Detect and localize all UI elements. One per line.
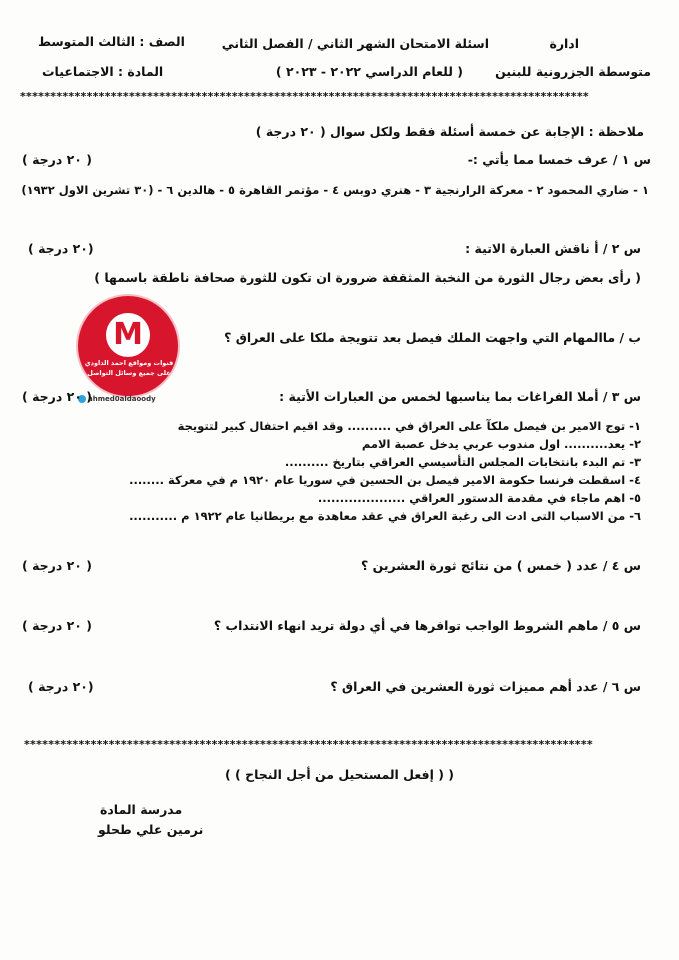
teacher-name: نرمين علي طحلو — [98, 822, 204, 837]
question-1-items: ١ - ضاري المحمود ٢ - معركة الرارنجية ٣ - هنري دوبس ٤ - مؤتمر القاهرة ٥ - هالدين ٦ - (٣٠ تشرين الاول ١٩٣٢) — [21, 183, 649, 197]
question-2-marks: (٢٠ درجة ) — [28, 241, 94, 256]
teacher-role: مدرسة المادة — [100, 802, 183, 817]
question-5-title: س ٥ / ماهم الشروط الواجب توافرها في أي دولة تريد انهاء الانتداب ؟ — [213, 618, 641, 633]
logo-m-icon: M — [106, 313, 150, 357]
grade-label: الصف : الثالث المتوسط — [38, 34, 185, 49]
closing-motto: ( ( إفعل المستحيل من أجل النجاح ) ) — [224, 767, 454, 782]
question-4-title: س ٤ / عدد ( خمس ) من نتائج ثورة العشرين ؟ — [360, 558, 641, 573]
question-6-title: س ٦ / عدد أهم مميزات ثورة العشرين في العراق ؟ — [330, 679, 641, 694]
question-2-title: س ٢ / أ ناقش العبارة الاتية : — [465, 241, 641, 256]
logo-handle: ahmed0aldaoody — [78, 395, 156, 403]
question-1-marks: ( ٢٠ درجة ) — [22, 152, 92, 167]
question-3-title: س ٣ / أملا الفراغات بما يناسبها لخمس من العبارات الأتية : — [279, 389, 641, 404]
top-separator: ********************************************************************************************** — [20, 90, 589, 103]
question-3-item: ١- توج الامير بن فيصل ملكآ على العراق في .......... وقد اقيم احتفال كبير لتتويجة — [177, 419, 641, 433]
question-2-part-b: ب / ماالمهام التي واجهت الملك فيصل بعد تتويجة ملكا على العراق ؟ — [224, 330, 641, 345]
question-2-statement: ( رأى بعض رجال الثورة من النخبة المثقفة ضرورة ان تكون للثورة صحافة ناطقة باسمها ) — [94, 270, 641, 285]
exam-title: اسئلة الامتحان الشهر الثاني / الفصل الثاني — [221, 36, 489, 51]
question-3-marks: ( ٢٠ درجة ) — [22, 389, 92, 404]
school-name: متوسطة الجزرونية للبنين — [495, 64, 651, 79]
question-3-item: ٦- من الاسباب التى ادت الى رغبة العراق في عقد معاهدة مع بريطانيا عام ١٩٢٢ م ........... — [129, 509, 641, 523]
bottom-separator: ********************************************************************************************** — [24, 738, 593, 751]
subject-label: المادة : الاجتماعيات — [42, 64, 164, 79]
question-3-item: ٣- تم البدء بانتخابات المجلس التأسيسي العراقي بتاريخ .......... — [284, 455, 641, 469]
question-3-item: ٤- اسقطت فرنسا حكومة الامير فيصل بن الحسين في سوريا عام ١٩٢٠ م في معركة ........ — [129, 473, 641, 487]
question-1-title: س ١ / عرف خمسا مما يأتي :- — [467, 152, 651, 167]
exam-note: ملاحظة : الإجابة عن خمسة أسئلة فقط ولكل سوال ( ٢٠ درجة ) — [255, 124, 644, 139]
school-admin-label: ادارة — [549, 36, 579, 51]
question-3-item: ٢- يعد.......... اول مندوب عربي يدخل عصبة الامم — [361, 437, 641, 451]
question-4-marks: ( ٢٠ درجة ) — [22, 558, 92, 573]
question-3-item: ٥- اهم ماجاء في مقدمة الدستور العراقي .................... — [317, 491, 641, 505]
logo-text-line-2: على جميع وسائل التواصل — [87, 369, 171, 377]
logo-text-line-1: قنوات ومواقع احمد الداودي — [84, 359, 174, 367]
academic-year: ( للعام الدراسي ٢٠٢٢ - ٢٠٢٣ ) — [275, 64, 463, 79]
question-6-marks: (٢٠ درجة ) — [28, 679, 94, 694]
question-5-marks: ( ٢٠ درجة ) — [22, 618, 92, 633]
